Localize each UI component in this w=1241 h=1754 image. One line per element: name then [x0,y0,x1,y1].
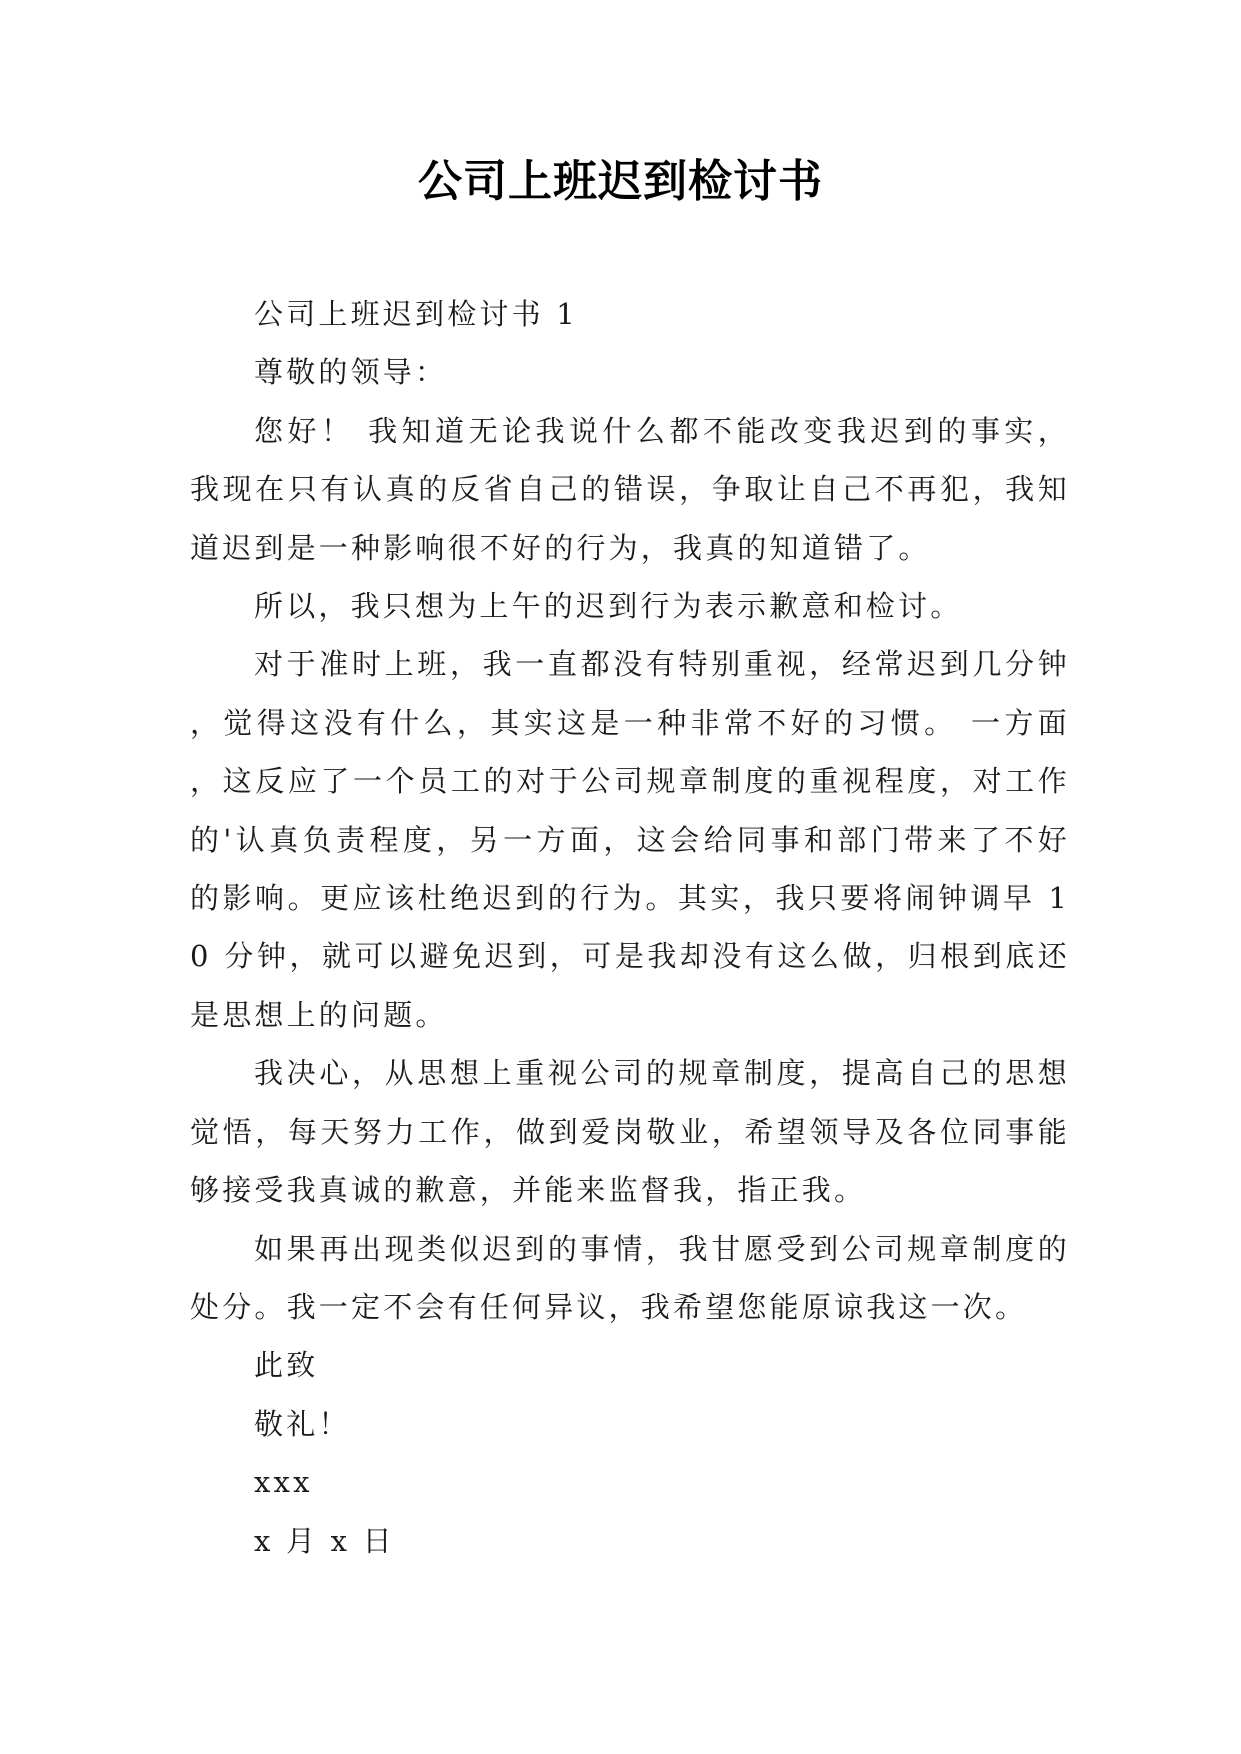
body-paragraph: 我决心，从思想上重视公司的规章制度，提高自己的思想觉悟，每天努力工作，做到爱岗敬业，希望领导及各位同事能够接受我真诚的歉意，并能来监督我，指正我。 [190,1056,1070,1208]
subtitle-line: 公司上班迟到检讨书 1 [254,297,578,331]
body-paragraph: 您好！ 我知道无论我说什么都不能改变我迟到的事实，我现在只有认真的反省自己的错误，争取让自己不再犯，我知道迟到是一种影响很不好的行为，我真的知道错了。 [190,413,1070,565]
signature-name: xxx [254,1465,313,1500]
body-paragraph: 如果再出现类似迟到的事情，我甘愿受到公司规章制度的处分。我一定不会有任何异议，我希望您能原谅我这一次。 [190,1231,1070,1324]
body-paragraph: 对于准时上班，我一直都没有特别重视，经常迟到几分钟，觉得这没有什么，其实这是一种非常不好的习惯。 一方面，这反应了一个员工的对于公司规章制度的重视程度，对工作的'认真负责程度，另一方面，这会给同事和部门带来了不好的影响。更应该杜绝迟到的行为。其实，我只要将闹钟调早 10 分钟，就可以避免迟到，可是我却没有这么做，归根到底还是思想上的问题。 [190,647,1070,1032]
closing-regards: 敬礼！ [254,1406,351,1441]
signature-date: x 月 x 日 [254,1523,395,1558]
salutation: 尊敬的领导： [254,355,448,390]
body-paragraph: 所以，我只想为上午的迟到行为表示歉意和检讨。 [254,589,963,624]
closing-line: 此致 [254,1348,319,1383]
document-title: 公司上班迟到检讨书 [418,156,823,207]
document-body [190,285,1070,1570]
